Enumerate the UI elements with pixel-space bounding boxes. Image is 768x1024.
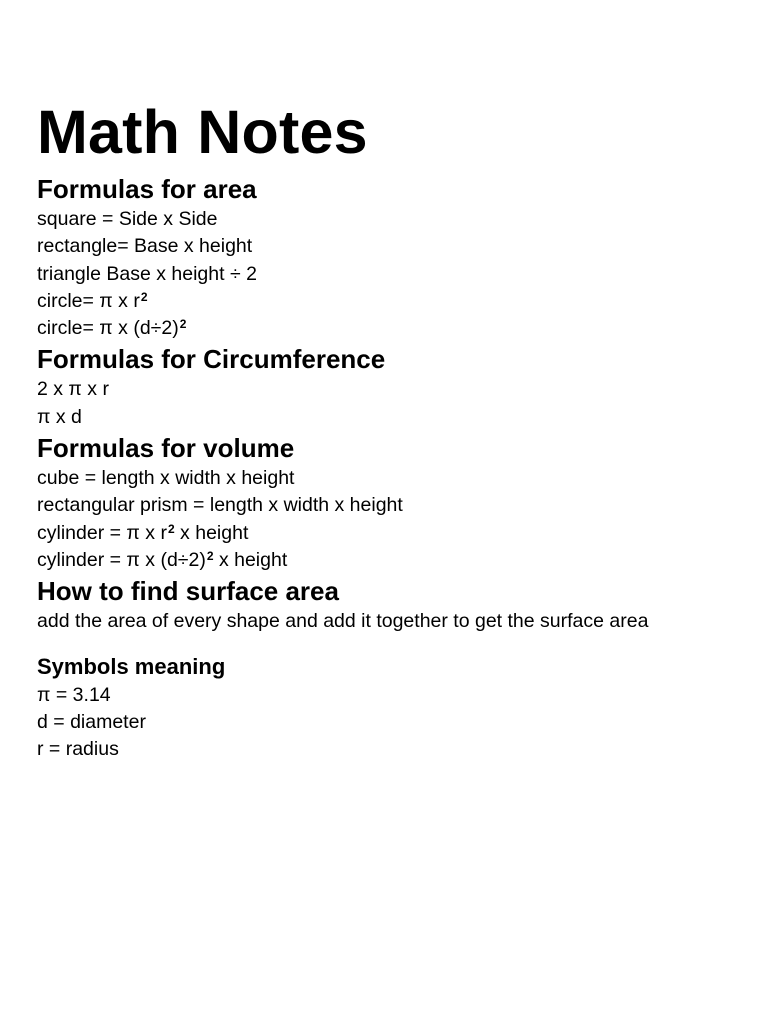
- volume-cube: cube = length x width x height: [37, 467, 295, 490]
- area-circle-radius: [37, 288, 757, 315]
- area-circle-radius-text: circle= π x r: [37, 289, 140, 312]
- volume-cylinder-radius: [37, 520, 757, 547]
- volume-section: [37, 431, 757, 574]
- superscript-two: 2: [140, 289, 148, 304]
- symbols-section: [37, 652, 757, 764]
- circumference-diameter: π x d: [37, 405, 82, 428]
- symbol-d: d = diameter: [37, 710, 146, 733]
- volume-heading: Formulas for volume: [37, 433, 295, 464]
- symbols-heading: Symbols meaning: [37, 653, 226, 679]
- area-circle-diameter-text: circle= π x (d÷2): [37, 317, 179, 340]
- superscript-two: 2: [206, 548, 214, 563]
- volume-cylinder-diameter: [37, 547, 757, 574]
- surface-section: [37, 574, 757, 635]
- document-page: [37, 96, 757, 763]
- circumference-radius: 2 x π x r: [37, 378, 109, 401]
- volume-prism: rectangular prism = length x width x height: [37, 494, 403, 517]
- area-square: square = Side x Side: [37, 208, 218, 230]
- circumference-heading: Formulas for Circumference: [37, 344, 386, 375]
- circumference-section: [37, 342, 757, 431]
- surface-text: add the area of every shape and add it together to get the surface area: [37, 610, 649, 633]
- area-rectangle: rectangle= Base x height: [37, 235, 253, 258]
- surface-heading: How to find surface area: [37, 576, 339, 607]
- superscript-two: 2: [179, 317, 187, 332]
- area-section: [37, 172, 757, 342]
- symbol-pi: π = 3.14: [37, 683, 111, 706]
- volume-cylinder-diameter-post: x height: [213, 548, 288, 571]
- area-triangle: triangle Base x height ÷ 2: [37, 262, 257, 285]
- area-heading: Formulas for area: [37, 174, 257, 204]
- volume-cylinder-radius-pre: cylinder = π x r: [37, 521, 167, 544]
- symbol-r: r = radius: [37, 738, 119, 761]
- volume-cylinder-radius-post: x height: [174, 521, 249, 544]
- superscript-two: 2: [167, 521, 175, 536]
- page-title: Math Notes: [37, 98, 368, 166]
- volume-cylinder-diameter-pre: cylinder = π x (d÷2): [37, 548, 206, 571]
- area-circle-diameter: [37, 315, 757, 342]
